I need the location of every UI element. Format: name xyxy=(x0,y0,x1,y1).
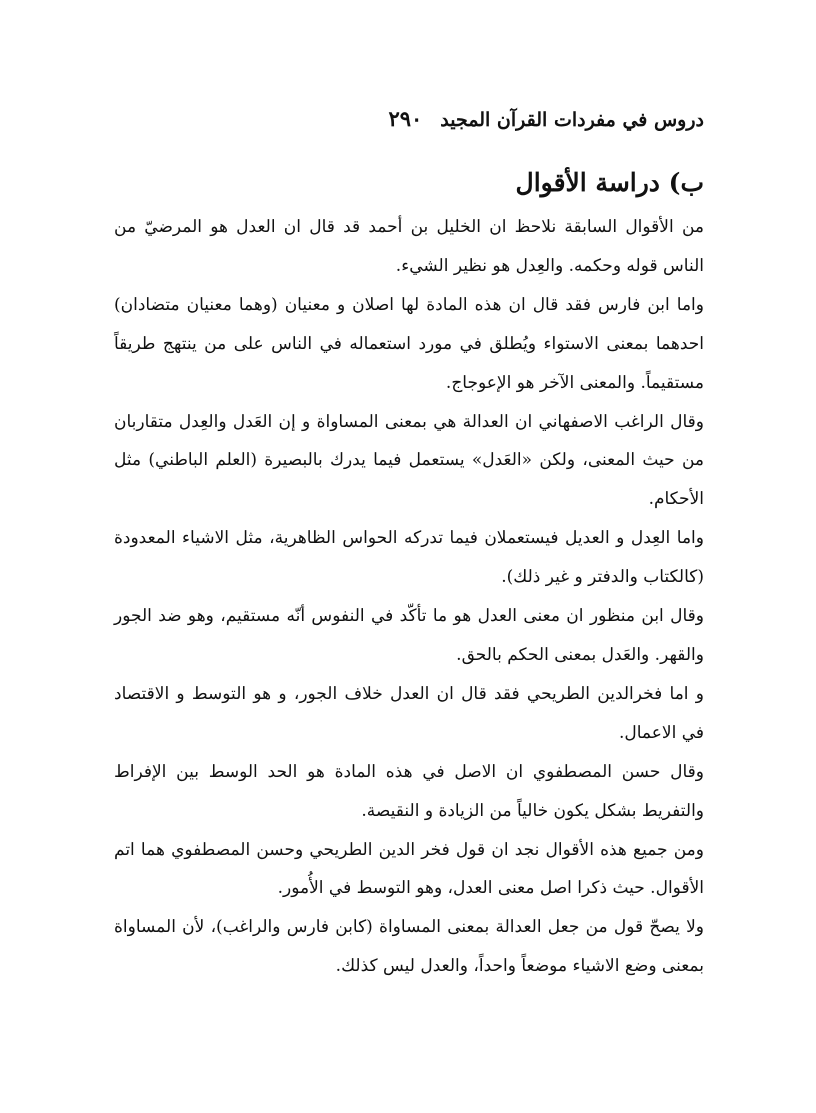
paragraph: واما العِدل و العديل فيستعملان فيما تدركه الحواس الظاهرية، مثل الاشياء المعدودة (كالكتاب والدفتر و غير ذلك). xyxy=(114,528,704,588)
paragraph: ومن جميع هذه الأقوال نجد ان قول فخر الدين الطريحي وحسن المصطفوي هما اتم الأقوال. حيث ذكرا اصل معنى العدل، وهو التوسط في الأُمور. xyxy=(114,839,704,899)
paragraph: وقال الراغب الاصفهاني ان العدالة هي بمعنى المساواة و إن العَدل والعِدل متقاربان من حيث المعنى، ولكن «العَدل» يستعمل فيما يدرك بالبصيرة (العلم الباطني) مثل الأحكام. xyxy=(114,411,704,510)
page-number: ٢٩٠ xyxy=(388,106,423,131)
book-title: دروس في مفردات القرآن المجيد xyxy=(440,109,704,131)
paragraph: واما ابن فارس فقد قال ان هذه المادة لها اصلان و معنيان (وهما معنيان متضادان) احدهما بمعنى الاستواء ويُطلق في مورد استعماله في الناس على من ينتهج طريقاً مستقيماً. والمعنى الآخر هو الإعوجاج. xyxy=(114,294,704,393)
section-title: ب) دراسة الأقوال xyxy=(515,168,704,197)
paragraph: وقال ابن منظور ان معنى العدل هو ما تأكّد في النفوس أنّه مستقيم، وهو ضد الجور والقهر. والعَدل بمعنى الحكم بالحق. xyxy=(114,606,704,665)
paragraph: وقال حسن المصطفوي ان الاصل في هذه المادة هو الحد الوسط بين الإفراط والتفريط بشكل يكون خالياً من الزيادة و النقيصة. xyxy=(114,761,704,821)
body-text xyxy=(114,208,704,986)
running-header xyxy=(388,106,704,131)
paragraph: من الأقوال السابقة نلاحظ ان الخليل بن أحمد قد قال ان العدل هو المرضيّ من الناس قوله وحكمه. والعِدل هو نظير الشيء. xyxy=(114,217,704,276)
paragraph: و اما فخرالدين الطريحي فقد قال ان العدل خلاف الجور، و هو التوسط و الاقتصاد في الاعمال. xyxy=(114,683,704,743)
paragraph: ولا يصحّ قول من جعل العدالة بمعنى المساواة (كابن فارس والراغب)، لأن المساواة بمعنى وضع الاشياء موضعاً واحداً، والعدل ليس كذلك. xyxy=(114,917,704,977)
